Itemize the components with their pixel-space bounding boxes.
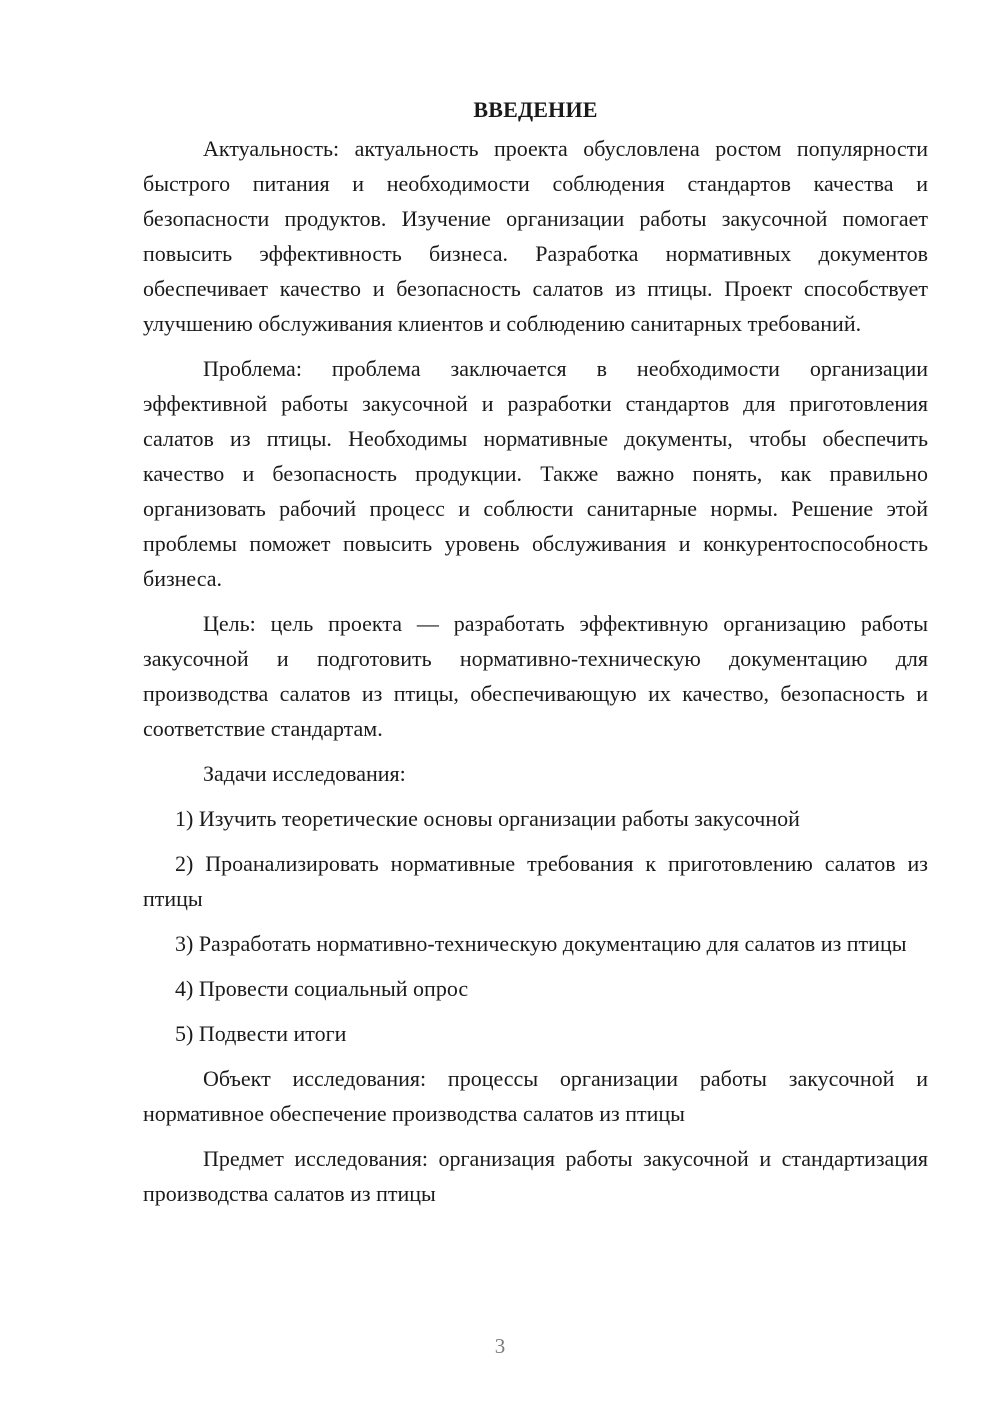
task-item-5: 5) Подвести итоги xyxy=(175,1021,347,1046)
document-title: ВВЕДЕНИЕ xyxy=(473,97,598,122)
task-item-4: 4) Провести социальный опрос xyxy=(175,976,469,1001)
task-item-1: 1) Изучить теоретические основы организации работы закусочной xyxy=(175,806,800,831)
subject-paragraph: Предмет исследования: организация работы закусочной и стандартизация производства салатов из птицы xyxy=(143,1146,928,1206)
task-item-2: 2) Проанализировать нормативные требования к приготовлению салатов из птицы xyxy=(143,851,928,911)
relevance-paragraph: Актуальность: актуальность проекта обусловлена ростом популярности быстрого питания и необходимости соблюдения стандартов качества и безопасности продуктов. Изучение организации работы закусочной помогает повысить эффективность бизнеса. Разработка нормативных документов обеспечивает качество и безопасность салатов из птицы. Проект способствует улучшению обслуживания клиентов и соблюдению санитарных требований. xyxy=(143,136,928,336)
page-number: 3 xyxy=(494,1334,506,1358)
goal-paragraph: Цель: цель проекта — разработать эффективную организацию работы закусочной и подготовить нормативно-техническую документацию для производства салатов из птицы, обеспечивающую их качество, безопасность и соответствие стандартам. xyxy=(143,611,928,741)
task-item-3: 3) Разработать нормативно-техническую документацию для салатов из птицы xyxy=(175,931,907,956)
object-paragraph: Объект исследования: процессы организации работы закусочной и нормативное обеспечение производства салатов из птицы xyxy=(143,1066,928,1126)
document-page xyxy=(143,92,928,1221)
tasks-heading: Задачи исследования: xyxy=(203,761,406,786)
problem-paragraph: Проблема: проблема заключается в необходимости организации эффективной работы закусочной и разработки стандартов для приготовления салатов из птицы. Необходимы нормативные документы, чтобы обеспечить качество и безопасность продукции. Также важно понять, как правильно организовать рабочий процесс и соблюсти санитарные нормы. Решение этой проблемы поможет повысить уровень обслуживания и конкурентоспособность бизнеса. xyxy=(143,356,928,591)
